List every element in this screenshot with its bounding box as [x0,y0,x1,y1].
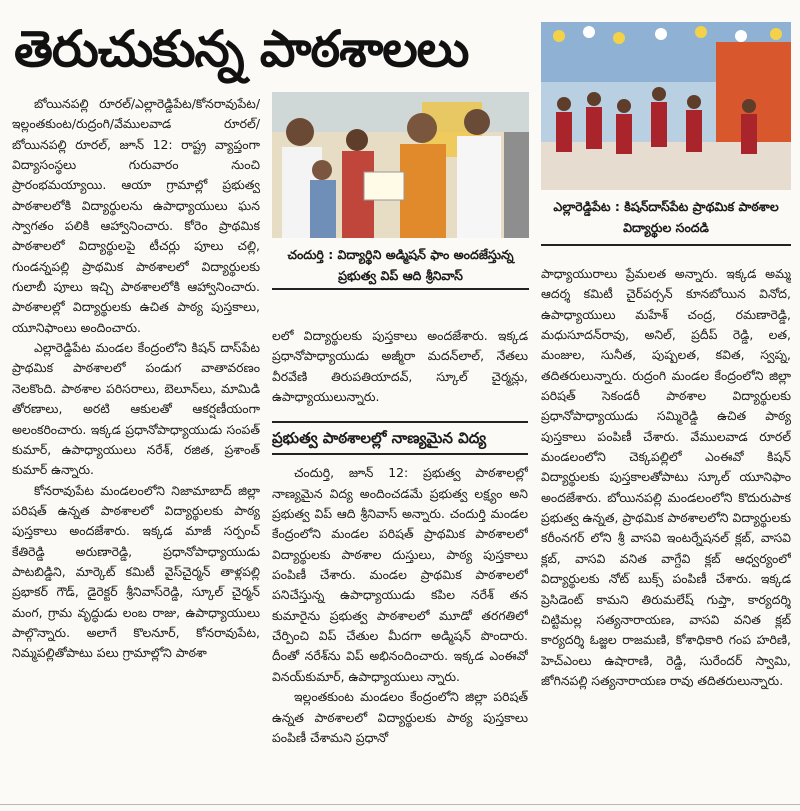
paragraph: కోనరావుపేట మండలంలోని నిజామాబాద్ జిల్లా పరిషత్ ఉన్నత పాఠశాలలో విద్యార్థులకు పాఠ్య పుస్తకాలు అందజేశారు. ఇక్కడ మాజీ సర్పంచ్ కేతిరెడ్డి అరుణారెడ్డి, ప్రధానోపాధ్యాయుడు పాటబిడ్డిని, మార్కెట్ కమిటీ వైస్‌చైర్మన్ తాళ్లపల్లి ప్రభాకర్ గౌడ్, డైరెక్టర్ శ్రీనివాస్‌రెడ్డి, స్కూల్ చైర్మన్ మంగ, గ్రామ వృద్ధుడు లంబ రాజు, ఉపాధ్యాయులు పాల్గొన్నారు. అలాగే కొలనూర్, కోనరావుపేట, నిమ్మపల్లితోపాటు పలు గ్రామాల్లోని పాఠశా [12,482,260,661]
photo-illustration [541,22,791,190]
paragraph: బోయినపల్లి రూరల్/ఎల్లారెడ్డిపేట/కోనరావుపేట/ఇల్లంతకుంట/రుద్రంగి/వేములవాడ రూరల్/బోయినపల్లి రూరల్, జూన్ 12: రాష్ట్ర వ్యాప్తంగా విద్యాసంస్థలు గురువారం నుంచి ప్రారంభమయ్యాయి. ఆయా గ్రామాల్లో ప్రభుత్వ పాఠశాలలోకి విద్యార్థులను ఉపాధ్యాయులు ఘన స్వాగతం పలికి ఆహ్వానించారు. కోరెం ప్రాథమిక పాఠశాలలో విద్యార్థులపై టీచర్లు పూలు చల్లి, గుండన్నపల్లి ప్రాథమిక పాఠశాలలో విద్యార్థులకు గులాబీ పూలు ఇచ్చి పాఠశాలలోకి ఆహ్వానించారు. పాఠశాలల్లో విద్యార్థులకు ఉచిత పాఠ్య పుస్తకాలు, యూనిఫాంలు అందించారు. [12,96,260,335]
paragraph: చందుర్తి, జూన్ 12: ప్రభుత్వ పాఠశాలల్లో నాణ్యమైన విద్య అందించడమే ప్రభుత్వ లక్ష్యం అని ప్రభుత్వ విప్ ఆది శ్రీనివాస్ అన్నారు. చందుర్తి మండల కేంద్రంలోని మండల పరిషత్ ప్రాథమిక పాఠశాలలో విద్యార్థులకు పాఠశాల దుస్తులు, పాఠ్య పుస్తకాలు పంపిణీ చేశారు. మండల ప్రాథమిక పాఠశాలలో పనిచేస్తున్న ఉపాధ్యాయుడు కపిల నరేశ్ తన కుమారైను ప్రభుత్వ పాఠశాలలో మూడో తరగతిలో చేర్పించి విప్ చేతుల మీదగా అడ్మిషన్ పొందారు. దీంతో నరేశ్‌ను విప్ అభినందించారు. ఇక్కడ ఎంఈవో వినయ్‌కుమార్, ఉపాధ్యాయులు న్నారు. [272,465,528,684]
article-column-1 [12,94,260,794]
page-edge-divider [0,804,800,805]
headline: తెరుచుకున్న పాఠశాలలు [14,20,469,78]
photo-caption: చందుర్తి : విద్యార్థిని అడ్మిషన్ ఫాం అందజేస్తున్న ప్రభుత్వ విప్ ఆది శ్రీనివాస్ [272,244,529,290]
paragraph: ఇల్లంతకుంట మండలం కేంద్రంలోని జిల్లా పరిషత్ ఉన్నత పాఠశాలలో విద్యార్థులకు పాఠ్య పుస్తకాలు పంపిణీ చేశామని ప్రధానో [272,689,528,745]
photo-students-celebration [541,22,791,190]
paragraph: ఎల్లారెడ్డిపేట మండల కేంద్రంలోని కిషన్ దాస్‌పేట ప్రాథమిక పాఠశాలలో పండుగ వాతావరణం నెలకొంది. పాఠశాల పరిసరాలు, బెలూన్‌లు, మామిడి తోరణాలు, అరటి ఆకులతో ఆకర్షణీయంగా అలంకరించారు. ఇక్కడ ప్రధానోపాధ్యాయుడు సంపత్ కుమార్, ఉపాధ్యాయులు నరేశ్, రజిత, ప్రశాంత్ కుమార్ ఉన్నారు. [12,340,260,478]
subheadline: ప్రభుత్వ పాఠశాలల్లో నాణ్యమైన విద్య [272,421,528,455]
photo-admission-form [272,92,529,238]
paragraph: పాధ్యాయురాలు ప్రేమలత అన్నారు. ఇక్కడ అమ్మ ఆదర్శ కమిటీ చైర్‌పర్సన్ కూనబోయిన వినోద, ఉపాధ్యాయులు మహేశ్ చంద్ర, రమణారెడ్డి, మధుసూదన్‌రావు, అనిల్, ప్రదీప్ రెడ్డి, లత, మంజుల, సునీత, పుష్పలత, కవిత, స్వప్న, తదితరులున్నారు. రుద్రంగి మండల కేంద్రంలోని జిల్లా పరిషత్ సెకండరీ పాఠశాల విద్యార్థులకు ప్రధానోపాధ్యాయుడు సమ్మిరెడ్డి ఉచిత పాఠ్య పుస్తకాలు పంపిణీ చేశారు. వేములవాడ రూరల్ మండలంలోని చెక్కపల్లిలో ఎంఈవో కిషన్ విద్యార్థులకు పుస్తకాలతోపాటు స్కూల్ యూనిఫాం అందజేశారు. బోయినపల్లి మండలంలోని కొదురుపాక ప్రభుత్వ ఉన్నత, ప్రాథమిక పాఠశాలలోని విద్యార్థులకు కరీంనగర్ లోని శ్రీ వాసవి ఇంటర్నేషనల్ క్లబ్, వాసవి క్లబ్, వాసవి వనిత వాగ్దేవి క్లబ్ ఆధ్వర్యంలో విద్యార్థులకు నోట్ బుక్స్ పంపిణీ చేశారు. ఇక్కడ ప్రెసిడెంట్ కామని తిరుమలేష్ గుప్తా, కార్యదర్శి చిట్టిమల్ల సత్యనారాయణ, వాసవి వనిత క్లబ్ కార్యదర్శి ఓజ్జల రాజమణి, కోశాధికారి గంప హరిణి, హెచ్‌ఎంలు ఉషారాణి, రెడ్డి, సురేందర్ స్వామి, జోగినపల్లి సత్యనారాయణ రావు తదితరులున్నారు. [541,266,791,688]
paragraph: లలో విద్యార్థులకు పుస్తకాలు అందజేశారు. ఇక్కడ ప్రధానోపాధ్యాయుడు అజ్మీరా మదన్‌లాల్, నేతలు వీరవేణి తిరుపతియాదవ్, స్కూల్ చైర్మన్లు, ఉపాధ్యాయులున్నారు. [272,328,528,405]
photo-illustration [272,92,529,238]
article-column-3 [541,264,791,798]
article-column-2 [272,326,528,796]
photo-caption: ఎల్లారెడ్డిపేట : కిషన్‌దాస్‌పేట ప్రాథమిక పాఠశాల విద్యార్థుల సందడి [541,196,791,246]
